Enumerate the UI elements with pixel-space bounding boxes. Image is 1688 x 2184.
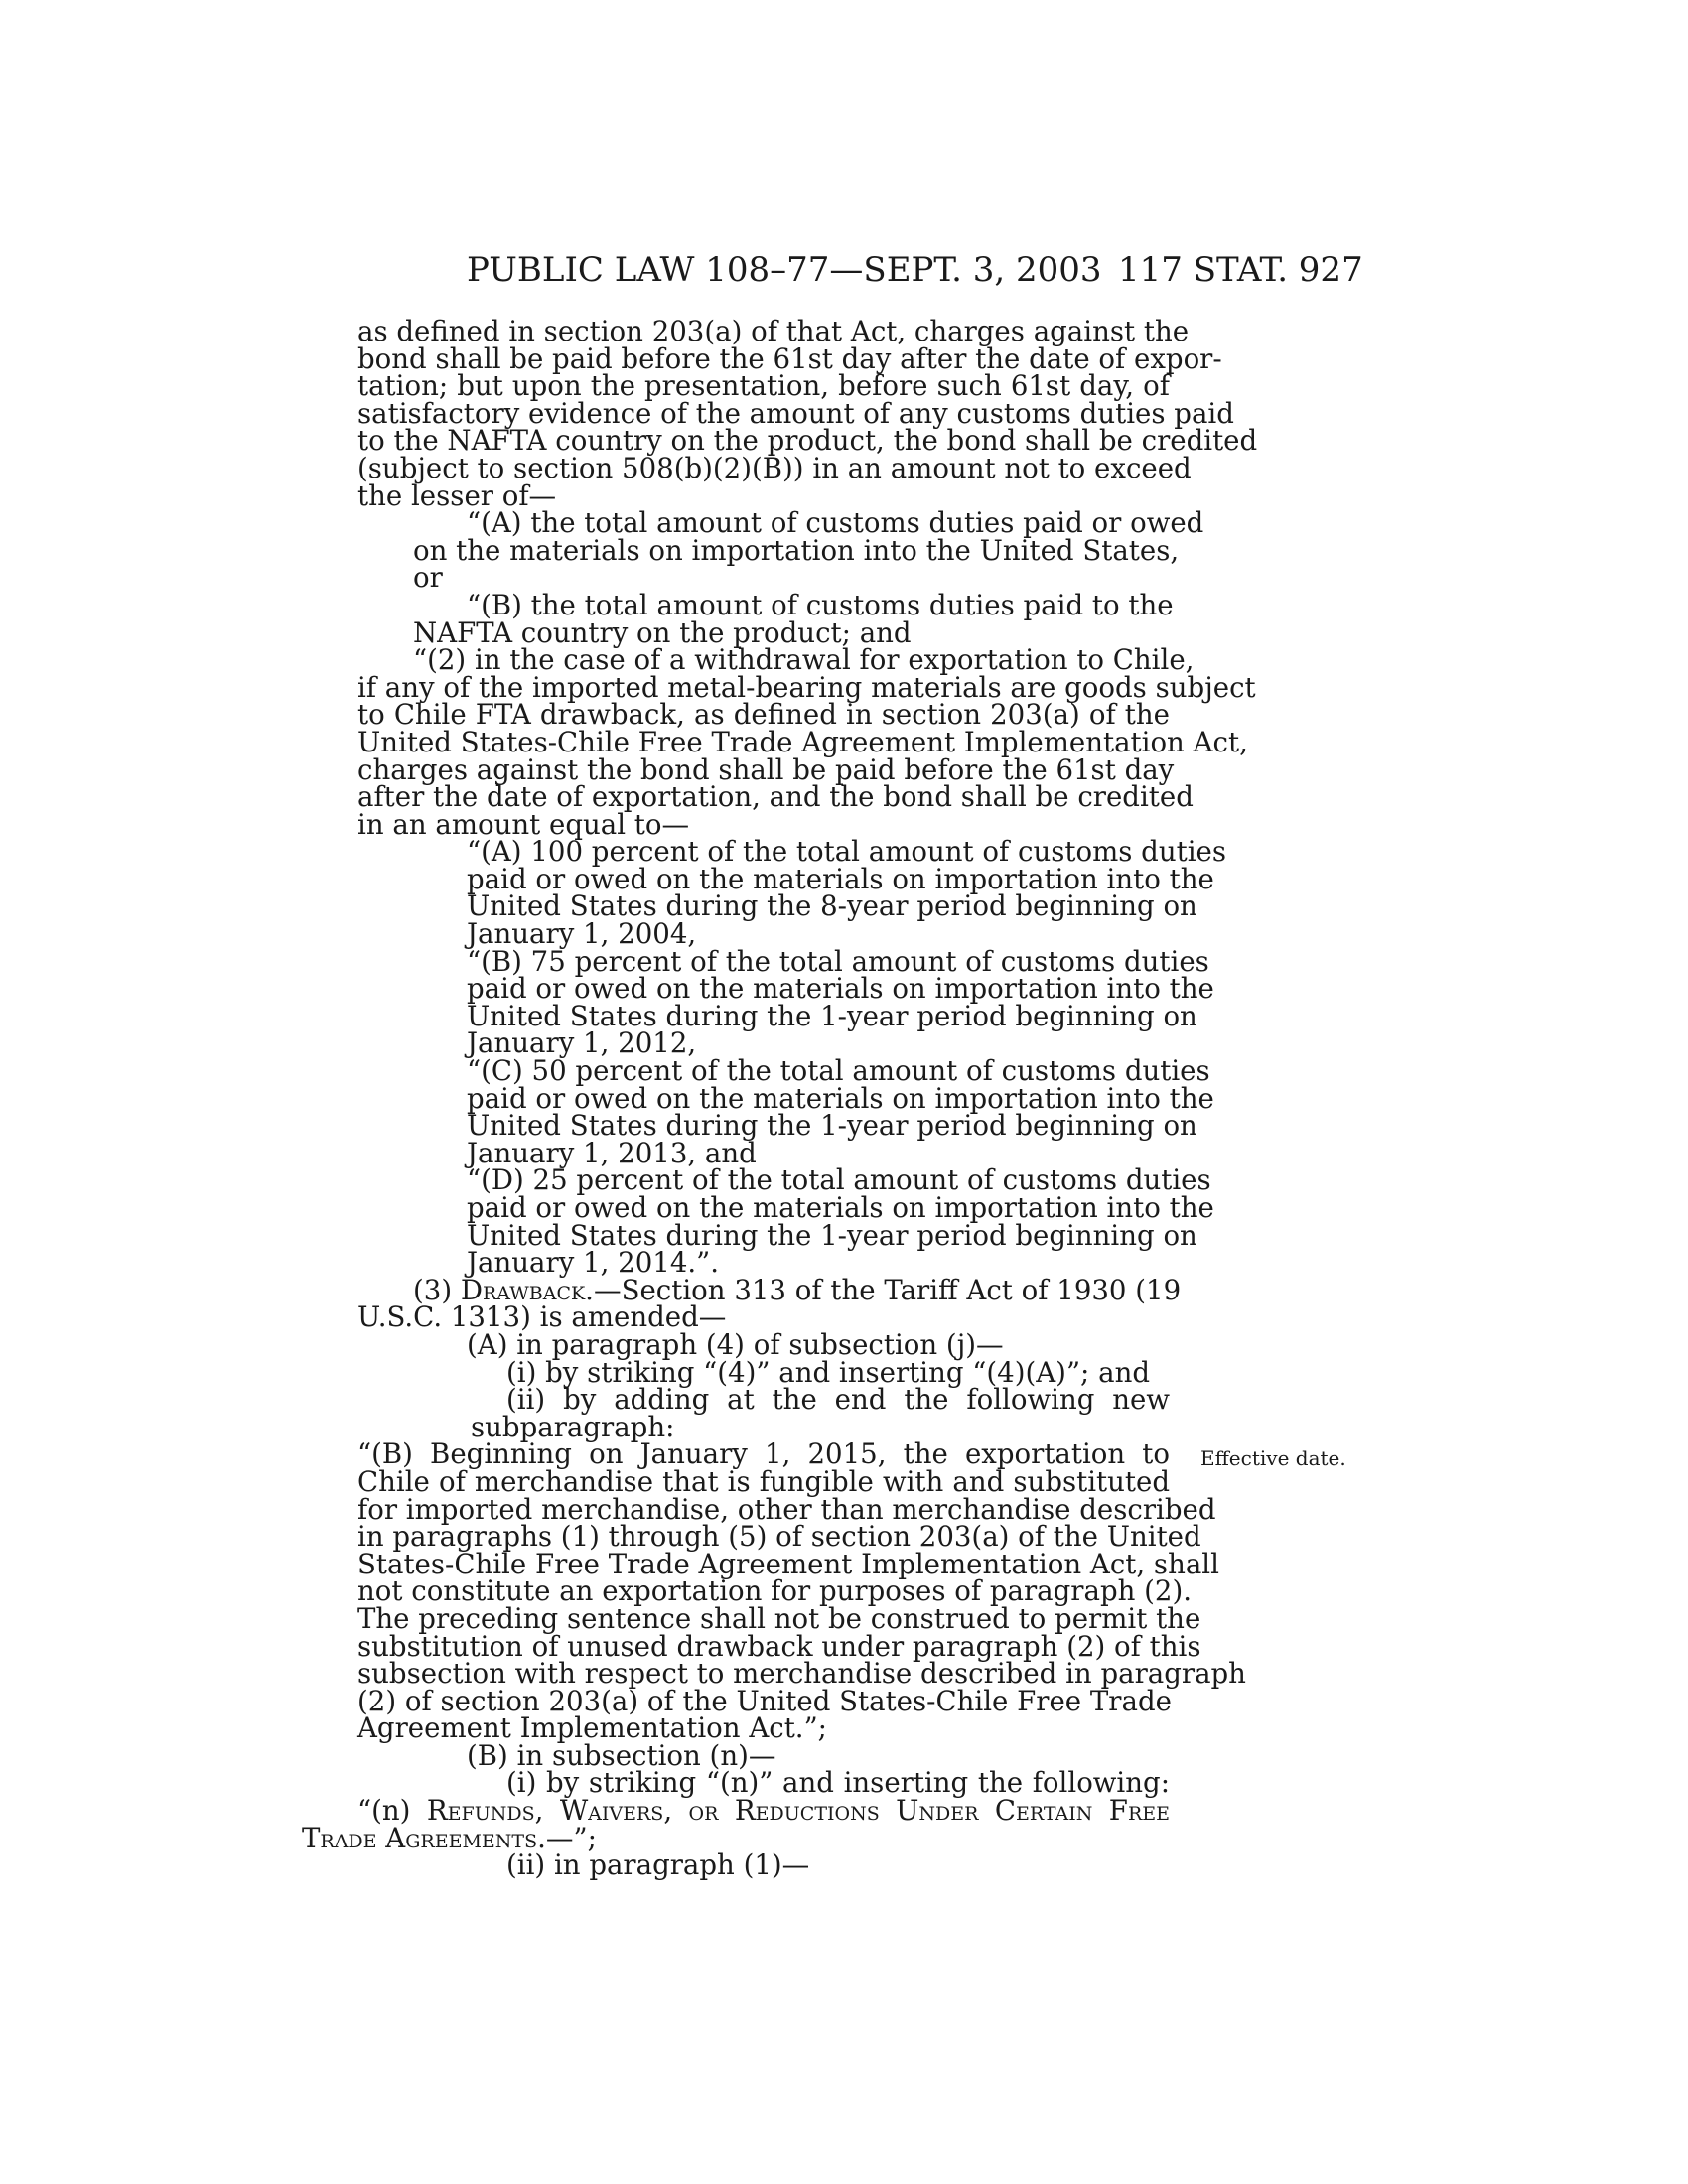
text-line: (2) of section 203(a) of the United States-Chile Free Trade xyxy=(357,1684,1172,1717)
text-line: “(A) the total amount of customs duties paid or owed xyxy=(467,506,1204,540)
text-line: January 1, 2004, xyxy=(467,917,697,951)
text-line: NAFTA country on the product; and xyxy=(413,615,912,649)
text-line: for imported merchandise, other than merchandise described xyxy=(357,1492,1216,1526)
text-line: or xyxy=(413,561,443,595)
text-line: on the materials on importation into the United States, xyxy=(413,533,1180,567)
text-line: The preceding sentence shall not be construed to permit the xyxy=(357,1601,1201,1635)
text-line: satisfactory evidence of the amount of any customs duties paid xyxy=(357,396,1234,430)
text-line: (subject to section 508(b)(2)(B)) in an amount not to exceed xyxy=(357,451,1192,484)
text-line: bond shall be paid before the 61st day after the date of expor- xyxy=(357,341,1222,375)
text-line: January 1, 2014.”. xyxy=(467,1246,720,1280)
text-line: January 1, 2012, xyxy=(467,1026,697,1060)
text-line: paid or owed on the materials on importation into the xyxy=(467,972,1214,1006)
text-line: charges against the bond shall be paid before the 61st day xyxy=(357,752,1175,786)
text-line: Agreement Implementation Act.”; xyxy=(357,1711,827,1745)
running-header-title: PUBLIC LAW 108–77—SEPT. 3, 2003 xyxy=(467,250,1102,290)
text-line: paid or owed on the materials on importation into the xyxy=(467,862,1214,895)
text-line: “(B) the total amount of customs duties paid to the xyxy=(467,588,1174,621)
text-line: (ii) by adding at the end the following new xyxy=(506,1383,1170,1417)
text-line: “(n) Refunds, Waivers, or Reductions Under Certain Free xyxy=(357,1794,1171,1828)
text-line: Chile of merchandise that is fungible with and substituted xyxy=(357,1464,1170,1498)
text-line: United States-Chile Free Trade Agreement Implementation Act, xyxy=(357,725,1248,758)
text-line: the lesser of— xyxy=(357,478,557,512)
text-line: “(D) 25 percent of the total amount of customs duties xyxy=(467,1163,1211,1197)
section-heading: Refunds, Waivers, or Reductions Under Certain Free xyxy=(426,1794,1171,1828)
text-line: “(2) in the case of a withdrawal for exportation to Chile, xyxy=(413,643,1195,677)
text-line: (3) Drawback.—Section 313 of the Tariff Act of 1930 (19 xyxy=(413,1273,1182,1306)
text-line: subsection with respect to merchandise described in paragraph xyxy=(357,1657,1246,1691)
text-line: (i) by striking “(4)” and inserting “(4)(A)”; and xyxy=(506,1355,1151,1389)
text-line: paid or owed on the materials on importation into the xyxy=(467,1081,1214,1115)
text-line: United States during the 1-year period beginning on xyxy=(467,1109,1197,1143)
text-line: (A) in paragraph (4) of subsection (j)— xyxy=(467,1327,1004,1361)
text-line: January 1, 2013, and xyxy=(467,1136,757,1169)
body-text xyxy=(302,315,1258,1882)
section-heading-cont: Trade Agreements. xyxy=(302,1821,546,1854)
text-line: in an amount equal to— xyxy=(357,807,690,841)
text-line: U.S.C. 1313) is amended— xyxy=(357,1300,727,1334)
run-in-heading: (3) Drawback. xyxy=(413,1273,594,1306)
text-line: paid or owed on the materials on importation into the xyxy=(467,1191,1214,1224)
text-line: United States during the 1-year period beginning on xyxy=(467,1218,1197,1252)
text-line: tation; but upon the presentation, before such 61st day, of xyxy=(357,369,1170,403)
text-line: in paragraphs (1) through (5) of section 203(a) of the United xyxy=(357,1520,1201,1554)
margin-note: Effective date. xyxy=(1200,1446,1346,1470)
text-line: (ii) in paragraph (1)— xyxy=(506,1848,810,1882)
text-line: subparagraph: xyxy=(471,1410,675,1443)
text-line: after the date of exportation, and the bond shall be credited xyxy=(357,780,1194,814)
text-line: Trade Agreements.—”; xyxy=(302,1821,597,1854)
text-line: if any of the imported metal-bearing materials are goods subject xyxy=(357,670,1256,704)
text-line: “(B) 75 percent of the total amount of customs duties xyxy=(467,944,1209,978)
text-line: as defined in section 203(a) of that Act, charges against the xyxy=(357,315,1190,347)
text-line: (B) in subsection (n)— xyxy=(467,1738,776,1772)
text-line: United States during the 1-year period beginning on xyxy=(467,999,1197,1032)
text-line: (i) by striking “(n)” and inserting the following: xyxy=(506,1766,1170,1800)
text-line: substitution of unused drawback under paragraph (2) of this xyxy=(357,1629,1201,1663)
text-line: to the NAFTA country on the product, the bond shall be credited xyxy=(357,424,1258,458)
running-header-citation: 117 STAT. 927 xyxy=(1118,250,1363,290)
text-line: “(C) 50 percent of the total amount of customs duties xyxy=(467,1054,1210,1088)
text-line: “(A) 100 percent of the total amount of customs duties xyxy=(467,835,1227,869)
text-line: to Chile FTA drawback, as defined in section 203(a) of the xyxy=(357,698,1170,732)
text-line: United States during the 8-year period beginning on xyxy=(467,889,1197,923)
text-line: not constitute an exportation for purposes of paragraph (2). xyxy=(357,1574,1193,1608)
text-line: “(B) Beginning on January 1, 2015, the exportation to xyxy=(357,1437,1170,1471)
text-line: States-Chile Free Trade Agreement Implementation Act, shall xyxy=(357,1547,1219,1580)
